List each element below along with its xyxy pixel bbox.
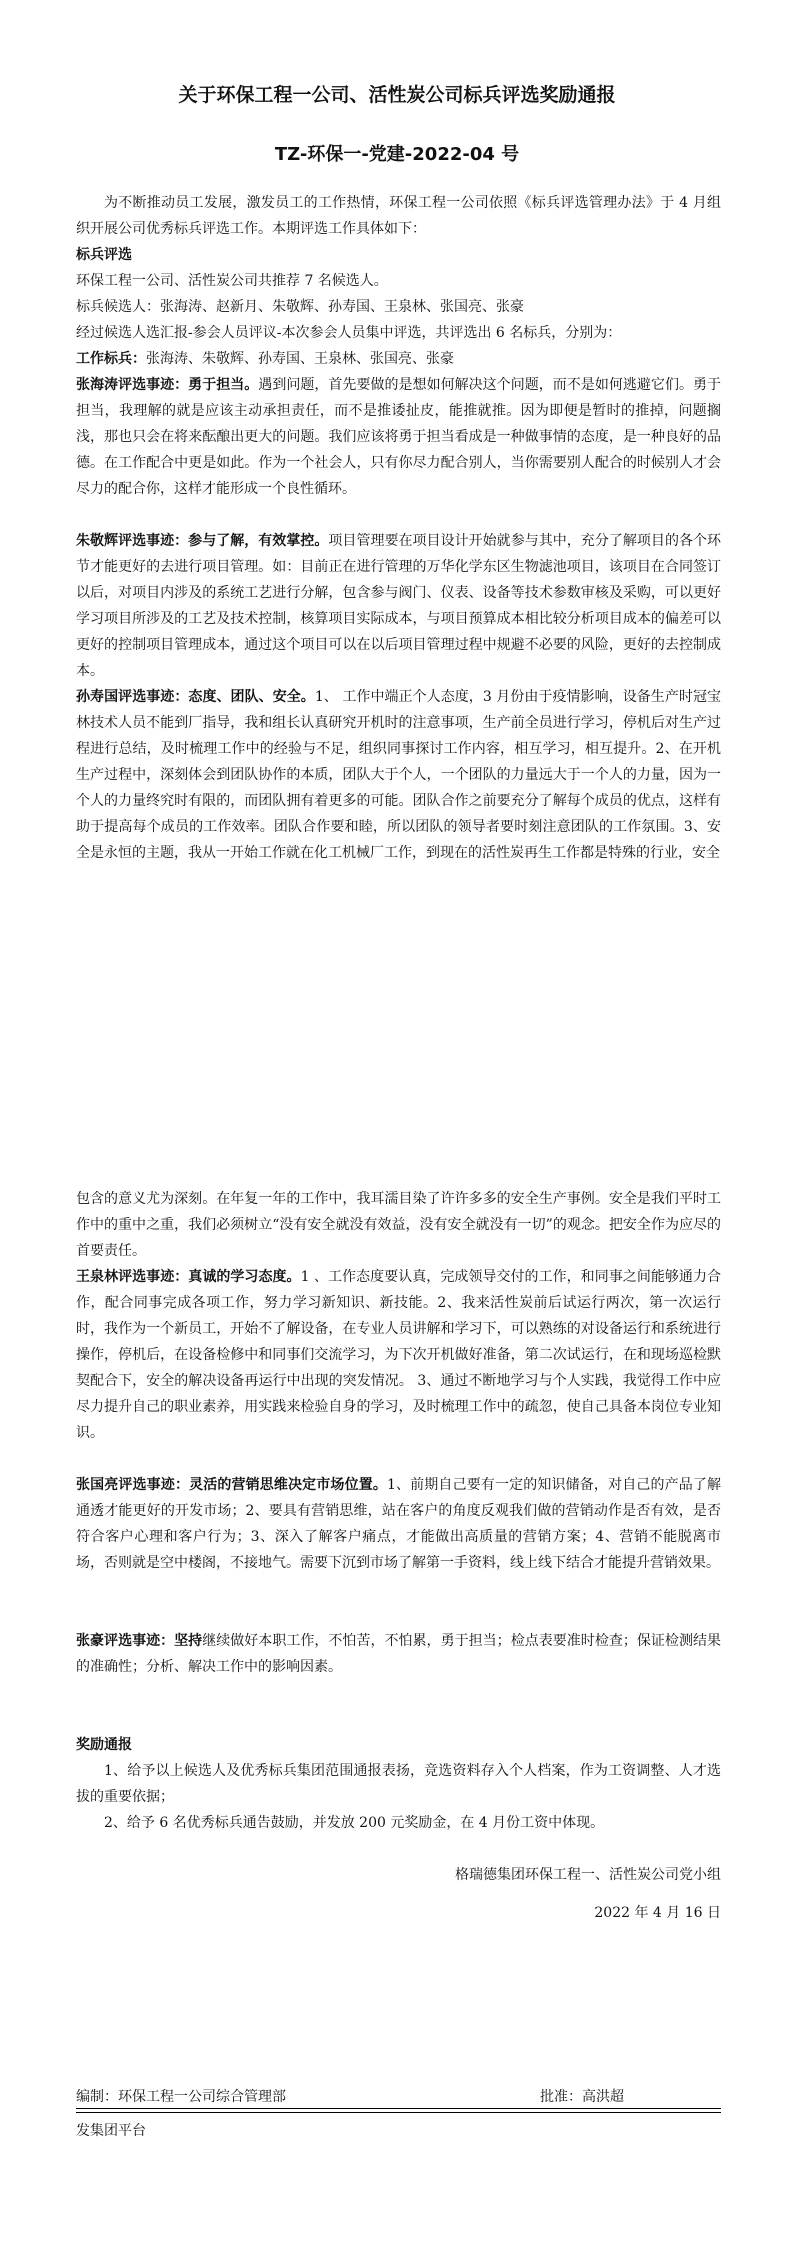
- signature-date: 2022 年 4 月 16 日: [594, 1905, 721, 1921]
- winners-line: [76, 346, 721, 372]
- footer-divider: [76, 2112, 721, 2113]
- citation-zhang-guoliang: 张国亮评选事迹：灵活的营销思维决定市场位置。1、前期自己要有一定的知识储备，对自己的产品了解通透才能更好的开发市场；2、要具有营销思维，站在客户的角度反观我们做的营销动作是否有效，是否符合客户心理和客户行为；3、深入了解客户痛点，才能做出高质量的营销方案；4、营销不能脱离市场，否则就是空中楼阁，不接地气。需要下沉到市场了解第一手资料，线上线下结合才能提升营销效果。: [76, 1477, 722, 1571]
- document-number: TZ-环保一-党建-2022-04 号: [274, 144, 520, 165]
- candidates-count-line: 环保工程一公司、活性炭公司共推荐 7 名候选人。: [76, 273, 388, 289]
- winners-label: 工作标兵：: [76, 351, 146, 367]
- document-footer: [76, 2086, 721, 2109]
- document-title: 关于环保工程一公司、活性炭公司标兵评选奖励通报: [178, 84, 616, 106]
- winners-names: 张海涛、朱敬辉、孙寿国、王泉林、张国亮、张豪: [146, 351, 454, 367]
- citation-zhu-jinghui: 朱敬辉评选事迹：参与了解，有效掌控。项目管理要在项目设计开始就参与其中，充分了解项目的各个环节才能更好的去进行项目管理。如：目前正在进行管理的万华化学东区生物滤池项目，该项目在合同签订以后，对项目内涉及的系统工艺进行分解，包含参与阀门、仪表、设备等技术参数审核及采购，可以更好学习项目所涉及的工艺及技术控制，核算项目实际成本，与项目预算成本相比较分析项目成本的偏差可以更好的控制项目管理成本，通过这个项目可以在以后项目管理过程中规避不必要的风险，更好的去控制成本。: [76, 533, 722, 679]
- citation-heading: 张豪评选事迹：坚持: [76, 1633, 203, 1649]
- footer-platform: 发集团平台: [76, 2123, 146, 2139]
- citation-sun-shouguo: 孙寿国评选事迹：态度、团队、安全。1、 工作中端正个人态度，3 月份由于疫情影响，设备生产时冠宝林技术人员不能到厂指导，我和组长认真研究开机时的注意事项，生产前全员进行学习，停机后对生产过程进行总结，及时梳理工作中的经验与不足，组织同事探讨工作内容，相互学习，相互提升。2、在开机生产过程中，深刻体会到团队协作的本质，团队大于个人，一个团队的力量远大于一个人的力量，因为一个人的力量终究时有限的，而团队拥有着更多的可能。团队合作之前要充分了解每个成员的优点，这样有助于提高每个成员的工作效率。团队合作要和睦，所以团队的领导者要时刻注意团队的工作氛围。3、安全是永恒的主题，我从一开始工作就在化工机械厂工作，到现在的活性炭再生工作都是特殊的行业，安全: [76, 689, 721, 861]
- citation-heading: 张国亮评选事迹：灵活的营销思维决定市场位置。: [76, 1477, 387, 1493]
- reward-heading: 奖励通报: [76, 1737, 132, 1753]
- candidates-line: 标兵候选人：张海涛、赵新月、朱敬辉、孙寿国、王泉林、张国亮、张豪: [76, 299, 524, 315]
- citation-heading: 孙寿国评选事迹：态度、团队、安全。: [76, 689, 315, 705]
- intro-paragraph: 为不断推动员工发展，激发员工的工作热情，环保工程一公司依照《标兵评选管理办法》于 4 月组织开展公司优秀标兵评选工作。本期评选工作具体如下：: [76, 195, 721, 237]
- citation-sun-shouguo-continued: 包含的意义尤为深刻。在年复一年的工作中，我耳濡目染了许许多多的安全生产事例。安全是我们平时工作中的重中之重，我们必须树立“没有安全就没有效益，没有安全就没有一切”的观念。把安全作为应尽的首要责任。: [76, 1191, 721, 1259]
- citation-heading: 王泉林评选事迹：真诚的学习态度。: [76, 1269, 301, 1285]
- footer-editor: 编制：环保工程一公司综合管理部: [76, 2089, 286, 2105]
- citation-zhang-haitao: 张海涛评选事迹：勇于担当。遇到问题，首先要做的是想如何解决这个问题，而不是如何逃避它们。勇于担当，我理解的就是应该主动承担责任，而不是推诿扯皮，能推就推。因为即便是暂时的推掉，问题搁浅，那也只会在将来酝酿出更大的问题。我们应该将勇于担当看成是一种做事情的态度，是一种良好的品德。在工作配合中更是如此。作为一个社会人，只有你尽力配合别人，当你需要别人配合的时候别人才会尽力的配合你，这样才能形成一个良性循环。: [76, 377, 722, 497]
- section-heading-selection: 标兵评选: [76, 247, 132, 263]
- footer-approver: 批准：高洪超: [540, 2089, 624, 2105]
- reward-item-2: 2、给予 6 名优秀标兵通告鼓励，并发放 200 元奖励金，在 4 月份工资中体现。: [104, 1815, 605, 1831]
- reward-item-1: 1、给予以上候选人及优秀标兵集团范围通报表扬，竞选资料存入个人档案，作为工资调整、人才选拔的重要依据；: [76, 1763, 721, 1805]
- citation-heading: 朱敬辉评选事迹：参与了解，有效掌控。: [76, 533, 329, 549]
- process-line: 经过候选人选汇报-参会人员评议-本次参会人员集中评选，共评选出 6 名标兵，分别为：: [76, 325, 622, 341]
- citation-zhang-hao: 张豪评选事迹：坚持继续做好本职工作，不怕苦，不怕累，勇于担当；检点表要准时检查；保证检测结果的准确性；分析、解决工作中的影响因素。: [76, 1633, 722, 1675]
- citation-heading: 张海涛评选事迹：勇于担当。: [76, 377, 259, 393]
- citation-wang-quanlin: 王泉林评选事迹：真诚的学习态度。1 、工作态度要认真，完成领导交付的工作，和同事之间能够通力合作，配合同事完成各项工作，努力学习新知识、新技能。2、我来活性炭前后试运行两次，第一次运行时，我作为一个新员工，开始不了解设备，在专业人员讲解和学习下，可以熟练的对设备运行和系统进行操作，停机后，在设备检修中和同事们交流学习，为下次开机做好准备，第二次试运行，在和现场巡检默契配合下，安全的解决设备再运行中出现的突发情况。 3、通过不断地学习与个人实践，我觉得工作中应尽力提升自己的职业素养，用实践来检验自身的学习，及时梳理工作中的疏忽，使自己具备本岗位专业知识。: [76, 1269, 722, 1441]
- signature-org: 格瑞德集团环保工程一、活性炭公司党小组: [455, 1867, 721, 1883]
